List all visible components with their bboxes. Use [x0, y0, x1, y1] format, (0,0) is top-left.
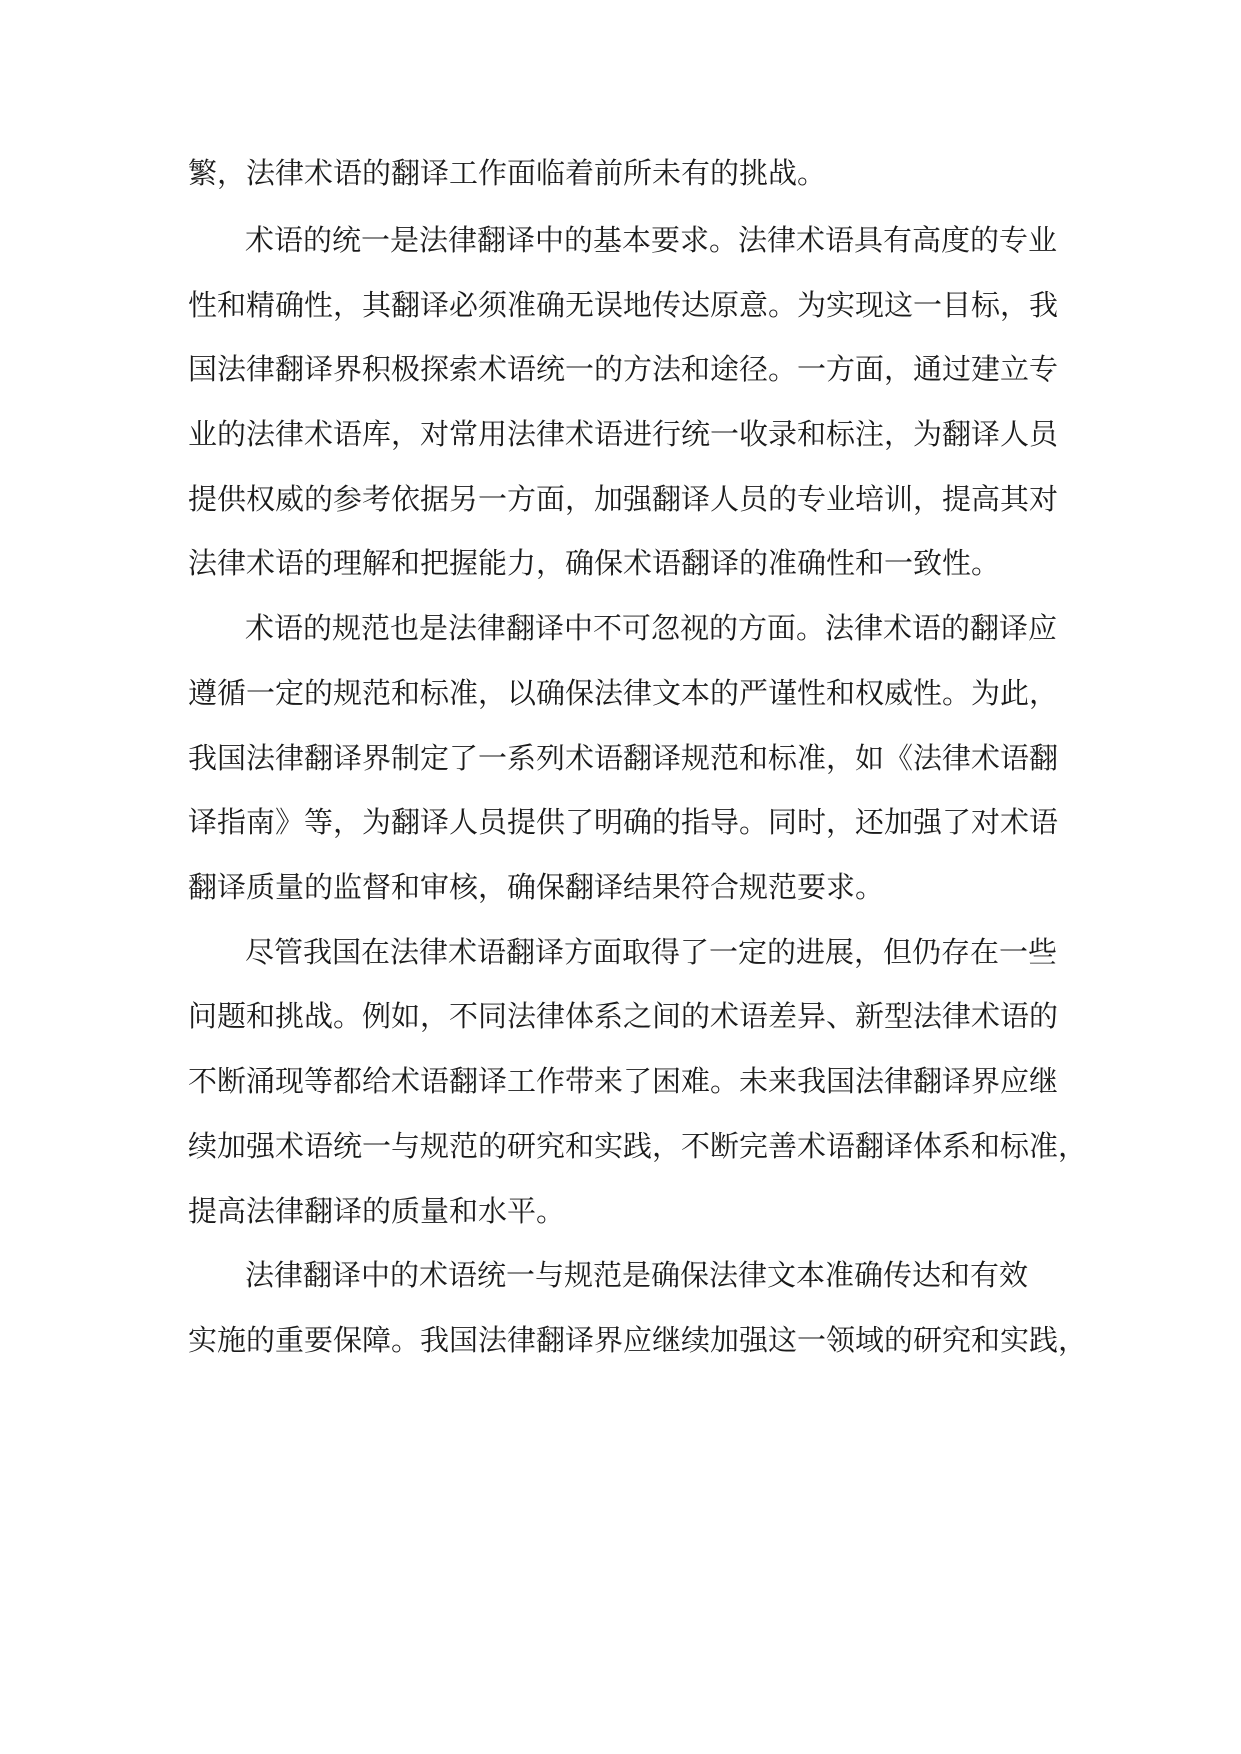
- text-line: [0, 210, 1241, 270]
- line-text: 不断涌现等都给术语翻译工作带来了困难。未来我国法律翻译界应继: [188, 1064, 1059, 1098]
- line-text: 我国法律翻译界制定了一系列术语翻译规范和标准，如《法律术语翻: [188, 741, 1059, 775]
- line-text: 法律术语的理解和把握能力，确保术语翻译的准确性和一致性。: [188, 546, 1001, 580]
- text-line: [0, 663, 1241, 723]
- text-line: [0, 1116, 1241, 1176]
- text-line: [0, 792, 1241, 852]
- text-line: [0, 1051, 1241, 1111]
- text-line: [0, 1245, 1241, 1305]
- line-text: 尽管我国在法律术语翻译方面取得了一定的进展，但仍存在一些: [245, 935, 1058, 969]
- text-line: [0, 469, 1241, 529]
- line-text: 法律翻译中的术语统一与规范是确保法律文本准确传达和有效: [245, 1258, 1029, 1292]
- text-line: [0, 533, 1241, 593]
- text-line: [0, 275, 1241, 335]
- line-text: 译指南》等，为翻译人员提供了明确的指导。同时，还加强了对术语: [188, 805, 1059, 839]
- line-text: 术语的统一是法律翻译中的基本要求。法律术语具有高度的专业: [245, 223, 1058, 257]
- text-line: [0, 1310, 1241, 1370]
- line-text: 国法律翻译界积极探索术语统一的方法和途径。一方面，通过建立专: [188, 352, 1059, 386]
- text-line: [0, 986, 1241, 1046]
- line-text: 翻译质量的监督和审核，确保翻译结果符合规范要求。: [188, 870, 885, 904]
- line-text: 实施的重要保障。我国法律翻译界应继续加强这一领域的研究和实践，: [188, 1323, 1088, 1357]
- line-text: 续加强术语统一与规范的研究和实践，不断完善术语翻译体系和标准，: [188, 1129, 1088, 1163]
- text-line: [0, 728, 1241, 788]
- line-text: 术语的规范也是法律翻译中不可忽视的方面。法律术语的翻译应: [245, 611, 1058, 645]
- line-text: 遵循一定的规范和标准，以确保法律文本的严谨性和权威性。为此，: [188, 676, 1059, 710]
- line-text: 问题和挑战。例如，不同法律体系之间的术语差异、新型法律术语的: [188, 999, 1059, 1033]
- text-line: [0, 404, 1241, 464]
- text-line: [0, 922, 1241, 982]
- text-line: [0, 857, 1241, 917]
- line-text: 性和精确性，其翻译必须准确无误地传达原意。为实现这一目标，我: [188, 288, 1059, 322]
- text-line: [0, 1181, 1241, 1241]
- line-text: 繁，法律术语的翻译工作面临着前所未有的挑战。: [188, 156, 827, 190]
- text-line: [0, 143, 1241, 203]
- text-line: [0, 598, 1241, 658]
- line-text: 提供权威的参考依据另一方面，加强翻译人员的专业培训，提高其对: [188, 482, 1059, 516]
- line-text: 提高法律翻译的质量和水平。: [188, 1194, 566, 1228]
- text-line: [0, 339, 1241, 399]
- line-text: 业的法律术语库，对常用法律术语进行统一收录和标注，为翻译人员: [188, 417, 1059, 451]
